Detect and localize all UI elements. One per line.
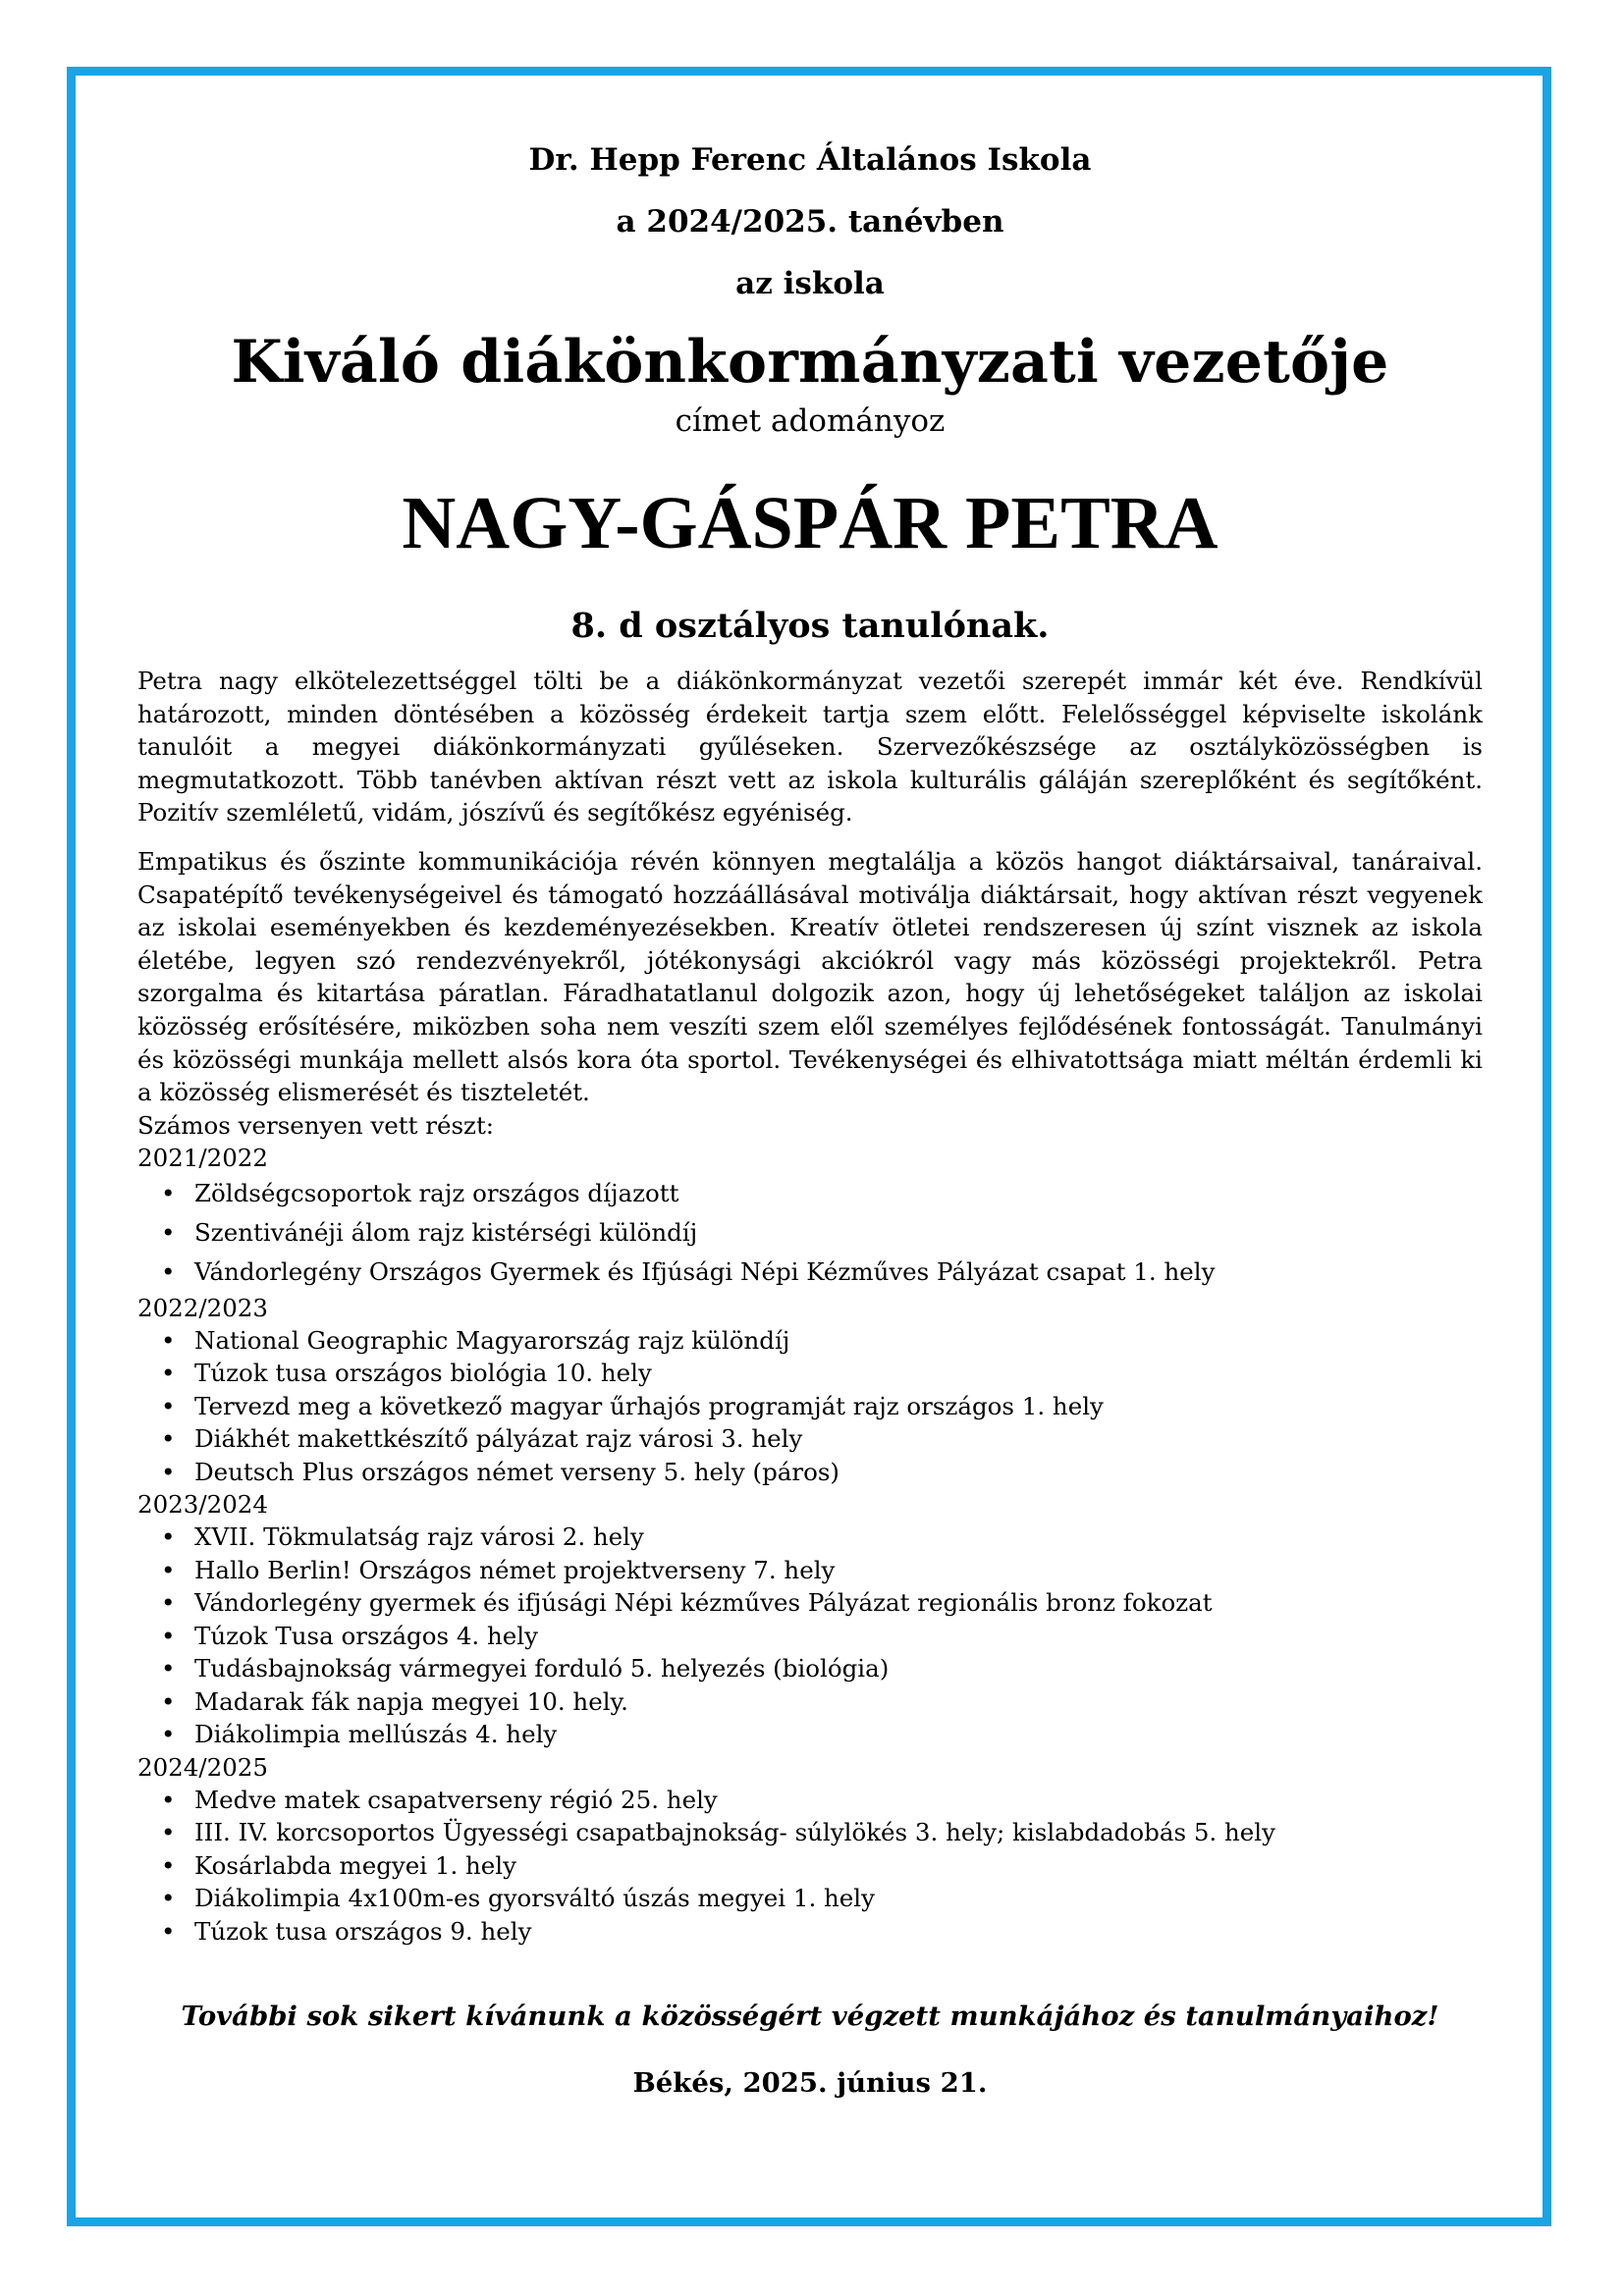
bullet-icon: • [161,1359,176,1388]
competition-item: Vándorlegény gyermek és ifjúsági Népi kézműves Pályázat regionális bronz fokozat [194,1588,1213,1618]
bullet-icon: • [161,1555,176,1584]
competition-item: III. IV. korcsoportos Ügyességi csapatbajnokság- súlylökés 3. hely; kislabdadobás 5. hely [194,1818,1275,1847]
list-item [137,1422,1483,1456]
bullet-icon: • [161,1818,176,1847]
competition-item: Hallo Berlin! Országos német projektverseny 7. hely [194,1555,836,1584]
school-year-line: a 2024/2025. tanévben [616,204,1004,240]
competition-year: 2022/2023 [137,1293,268,1322]
competition-year: 2023/2024 [137,1490,268,1520]
bullet-icon: • [161,1654,176,1683]
list-item [137,1882,1483,1915]
recipient-name: NAGY-GÁSPÁR PETRA [402,482,1218,564]
bullet-icon: • [161,1588,176,1618]
competition-item: Diákhét makettkészítő pályázat rajz városi 3. hely [194,1424,803,1454]
bullet-icon: • [161,1916,176,1946]
bullet-icon: • [161,1785,176,1814]
list-item [137,1554,1483,1587]
competition-item: Diákolimpia mellúszás 4. hely [194,1720,558,1749]
bullet-icon: • [161,1457,176,1486]
bullet-icon: • [161,1391,176,1420]
award-title: Kiváló diákönkormányzati vezetője [231,328,1389,397]
competition-list [137,1174,1483,1292]
bullet-icon: • [161,1621,176,1650]
bullet-icon: • [161,1522,176,1552]
competition-item: Túzok Tusa országos 4. hely [194,1621,538,1650]
competition-item: Madarak fák napja megyei 10. hely. [194,1686,628,1716]
list-item [137,1390,1483,1423]
competition-item: Tervezd meg a következő magyar űrhajós programját rajz országos 1. hely [194,1391,1104,1420]
competition-item: Túzok tusa országos 9. hely [194,1916,532,1946]
competition-item: Zöldségcsoportok rajz országos díjazott [194,1178,679,1207]
competition-list [137,1521,1483,1751]
list-item [137,1324,1483,1358]
competition-item: Szentivánéji álom rajz kistérségi különdíj [194,1217,698,1247]
list-item [137,1784,1483,1817]
competition-year: 2024/2025 [137,1752,268,1782]
bullet-icon: • [161,1256,176,1286]
list-item [137,1174,1483,1213]
competition-item: National Geographic Magyarország rajz különdíj [194,1325,790,1355]
bullet-icon: • [161,1424,176,1454]
bullet-icon: • [161,1884,176,1913]
list-item [137,1849,1483,1883]
competition-item: Túzok tusa országos biológia 10. hely [194,1359,652,1388]
competition-item: XVII. Tökmulatság rajz városi 2. hely [194,1522,644,1552]
paragraph-1: Petra nagy elkötelezettséggel tölti be a diákönkormányzat vezetői szerepét immár két éve. Rendkívül határozott, minden döntésében a közösség érdekeit tartja szem előtt. Felelősséggel képviselte iskolánk tanulóit a megyei diákönkormányzati gyűléseken. Szervezőkészsége az osztályközösségben is megmutatkozott. Több tanévben aktívan részt vett az iskola kulturális gáláján szereplőként és segítőként. Pozitív szemléletű, vidám, jószívű és segítőkész egyéniség. [137,667,1483,828]
bullet-icon: • [161,1178,176,1207]
list-item [137,1586,1483,1620]
list-item [137,1357,1483,1390]
place-and-date: Békés, 2025. június 21. [632,2067,988,2100]
recipient-class: 8. d osztályos tanulónak. [570,606,1050,646]
bullet-icon: • [161,1325,176,1355]
list-item [137,1456,1483,1489]
list-item [137,1685,1483,1719]
bullet-icon: • [161,1686,176,1716]
closing-wish: További sok sikert kívánunk a közösségért végzett munkájához és tanulmányaihoz! [181,2001,1439,2033]
bullet-icon: • [161,1720,176,1749]
competitions-intro: Számos versenyen vett részt: [137,1110,495,1140]
list-item [137,1915,1483,1949]
award-subtitle: címet adományoz [675,403,946,439]
bullet-icon: • [161,1217,176,1247]
list-item [137,1521,1483,1554]
bullet-icon: • [161,1850,176,1880]
list-item [137,1718,1483,1751]
competition-item: Tudásbajnokság vármegyei forduló 5. helyezés (biológia) [194,1654,890,1683]
competition-list [137,1784,1483,1949]
list-item [137,1816,1483,1849]
competition-item: Diákolimpia 4x100m-es gyorsváltó úszás megyei 1. hely [194,1884,875,1913]
competition-year: 2021/2022 [137,1143,268,1172]
competition-item: Medve matek csapatverseny régió 25. hely [194,1785,718,1814]
intro-line: az iskola [735,266,885,301]
list-item [137,1213,1483,1253]
list-item [137,1652,1483,1685]
paragraph-2: Empatikus és őszinte kommunikációja révén könnyen megtalálja a közös hangot diáktársaival, tanáraival. Csapatépítő tevékenységeivel és támogató hozzáállásával motiválja diáktársait, hogy aktívan részt vegyenek az iskolai eseményekben és kezdeményezésekben. Kreatív ötletei rendszeresen új színt visznek az iskola életébe, legyen szó rendezvényekről, jótékonysági akciókról vagy más közösségi projektekről. Petra szorgalma és kitartása páratlan. Fáradhatatlanul dolgozik azon, hogy új lehetőségeket találjon az iskolai közösség erősítésére, miközben soha nem veszíti szem elől személyes fejlődésének fontosságát. Tanulmányi és közösségi munkája mellett alsós kora óta sportol. Tevékenységei és elhivatottsága miatt méltán érdemli ki a közösség elismerését és tiszteletét. [137,846,1483,1107]
competition-item: Kosárlabda megyei 1. hely [194,1850,516,1880]
list-item [137,1253,1483,1292]
school-name: Dr. Hepp Ferenc Általános Iskola [528,142,1092,178]
competition-list [137,1324,1483,1489]
competition-item: Deutsch Plus országos német verseny 5. hely (páros) [194,1457,839,1486]
certificate-content [137,130,1483,2103]
competition-item: Vándorlegény Országos Gyermek és Ifjúsági Népi Kézműves Pályázat csapat 1. hely [194,1256,1216,1286]
list-item [137,1620,1483,1653]
